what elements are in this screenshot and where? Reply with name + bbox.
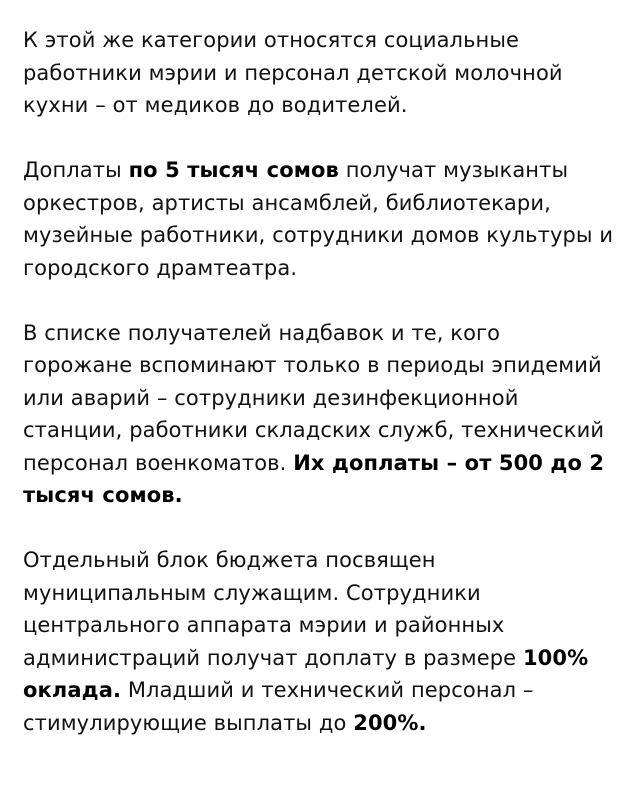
bold-amount: Их доплаты – от 500 до 2 тысяч сомов.	[23, 450, 605, 507]
paragraph-text: Младший и технический персонал – стимулирующие выплаты до	[23, 678, 534, 735]
bold-amount: по 5 тысяч сомов	[128, 158, 339, 182]
paragraph-service-workers	[23, 317, 616, 512]
bold-amount: 200%.	[353, 710, 427, 735]
paragraph-municipal-staff	[23, 544, 616, 739]
paragraph-text: получат музыканты оркестров, артисты ансамблей, библиотекари, музейные работники, сотрудники домов культуры и городского драмтеатра.	[23, 158, 614, 280]
paragraph-culture-workers	[23, 154, 616, 284]
paragraph-text: Отдельный блок бюджета посвящен муниципальным служащим. Сотрудники центрального аппарата мэрии и районных администраций получат доплату в размере	[23, 548, 523, 670]
paragraph-text: К этой же категории относятся социальные работники мэрии и персонал детской молочной кухни – от медиков до водителей.	[23, 28, 563, 117]
paragraph-social-workers	[23, 24, 616, 122]
paragraph-text: В списке получателей надбавок и те, кого горожане вспоминают только в периоды эпидемий или аварий – сотрудники дезинфекционной станции, работники складских служб, технический персонал военкоматов.	[23, 320, 605, 475]
bold-amount: 100% оклада.	[23, 645, 589, 702]
paragraph-text: Доплаты	[23, 158, 129, 182]
